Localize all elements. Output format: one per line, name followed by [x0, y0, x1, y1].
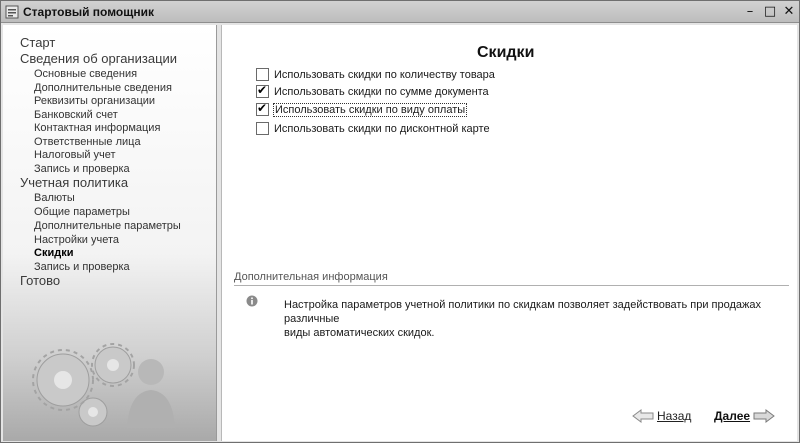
step-responsible-persons[interactable]: Ответственные лица — [34, 136, 141, 148]
step-accounting-policy[interactable]: Учетная политика — [20, 175, 129, 190]
step-organization-info[interactable]: Сведения об организации — [20, 51, 178, 66]
info-icon — [246, 295, 258, 307]
step-additional-params[interactable]: Дополнительные параметры — [34, 220, 181, 232]
option-discount-by-document-sum[interactable] — [256, 84, 489, 99]
step-org-requisites[interactable]: Реквизиты организации — [34, 95, 156, 107]
option-label: Использовать скидки по количеству товара — [274, 68, 495, 81]
next-label: Далее — [714, 409, 751, 423]
divider — [234, 285, 789, 286]
back-button[interactable] — [632, 409, 691, 423]
next-button[interactable] — [714, 409, 775, 423]
step-bank-account[interactable]: Банковский счет — [34, 109, 118, 121]
back-label: Назад — [657, 409, 692, 423]
title-bar[interactable] — [1, 1, 799, 23]
step-save-check-1[interactable]: Запись и проверка — [34, 163, 130, 175]
step-currencies[interactable]: Валюты — [34, 192, 75, 204]
info-line: виды автоматических скидок. — [284, 327, 435, 339]
checkbox[interactable] — [256, 85, 269, 98]
step-accounting-settings[interactable]: Настройки учета — [34, 234, 120, 246]
option-discount-by-discount-card[interactable] — [256, 121, 490, 136]
additional-info-section — [234, 271, 789, 286]
app-icon — [5, 5, 19, 19]
checkmark-icon: ✔ — [257, 83, 268, 97]
option-discount-by-quantity[interactable] — [256, 67, 495, 82]
step-general-params[interactable]: Общие параметры — [34, 206, 130, 218]
step-discounts[interactable]: Скидки — [34, 247, 74, 259]
steps-sidebar — [3, 25, 217, 441]
info-line: Настройка параметров учетной политики по скидкам позволяет задействовать при продажах различные — [284, 299, 761, 325]
close-button[interactable]: ✕ — [783, 4, 795, 19]
step-done[interactable]: Готово — [20, 273, 61, 288]
window-title: Стартовый помощник — [23, 5, 154, 19]
step-tax-accounting[interactable]: Налоговый учет — [34, 149, 116, 161]
checkbox[interactable] — [256, 122, 269, 135]
step-basic-info[interactable]: Основные сведения — [34, 68, 138, 80]
option-label: Использовать скидки по виду оплаты — [275, 103, 466, 116]
option-label: Использовать скидки по сумме документа — [274, 85, 489, 98]
step-save-check-2[interactable]: Запись и проверка — [34, 261, 130, 273]
step-contact-info[interactable]: Контактная информация — [34, 122, 161, 134]
arrow-right-icon — [753, 409, 775, 423]
maximize-button[interactable]: □ — [763, 4, 777, 19]
step-additional-info[interactable]: Дополнительные сведения — [34, 82, 172, 94]
arrow-left-icon — [632, 409, 654, 423]
step-start[interactable]: Старт — [20, 35, 56, 50]
gears-person-illustration — [3, 310, 217, 441]
option-label: Использовать скидки по дисконтной карте — [274, 122, 490, 135]
minimize-button[interactable]: – — [746, 4, 754, 19]
option-discount-by-payment-type[interactable] — [256, 102, 466, 117]
checkmark-icon: ✔ — [257, 101, 268, 115]
page-title: Скидки — [477, 44, 535, 61]
additional-info-text — [284, 298, 784, 340]
content-panel — [221, 25, 797, 441]
checkbox[interactable] — [256, 68, 269, 81]
checkbox[interactable] — [256, 103, 269, 116]
additional-info-title: Дополнительная информация — [234, 271, 388, 283]
